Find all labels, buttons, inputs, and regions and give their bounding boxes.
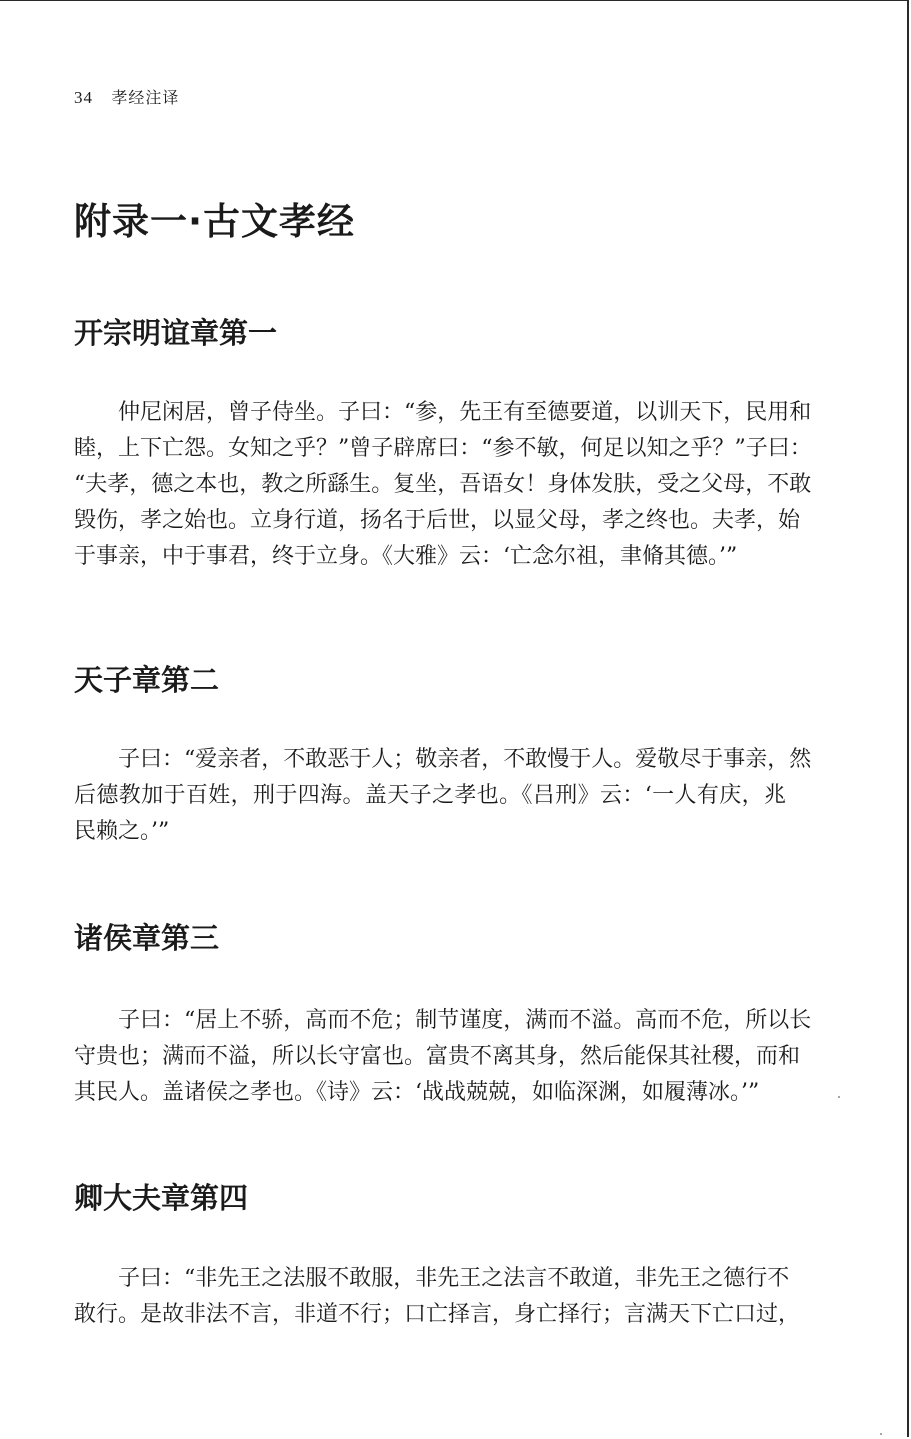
text-line: 睦，上下亡怨。女知之乎？”曾子辟席曰：“参不敏，何足以知之乎？”子曰： xyxy=(74,436,812,461)
book-title: 孝经注译 xyxy=(111,88,180,107)
text-line: 守贵也；满而不溢，所以长守富也。富贵不离其身，然后能保其社稷，而和 xyxy=(74,1044,801,1069)
chapter-heading-1: 开宗明谊章第一 xyxy=(74,316,278,350)
chapter-text-4 xyxy=(74,1261,801,1333)
text-line: 子曰：“居上不骄，高而不危；制节谨度，满而不溢。高而不危，所以长 xyxy=(118,1008,812,1033)
text-line: 子曰：“爱亲者，不敢恶于人；敬亲者，不敢慢于人。爱敬尽于事亲，然 xyxy=(118,747,812,772)
text-line: 仲尼闲居，曾子侍坐。子曰：“参，先王有至德要道，以训天下，民用和 xyxy=(118,400,812,425)
text-line: 毁伤，孝之始也。立身行道，扬名于后世，以显父母，孝之终也。夫孝，始 xyxy=(74,508,801,533)
scan-speck xyxy=(880,1433,882,1435)
text-line: “夫孝，德之本也，教之所繇生。复坐，吾语女！身体发肤，受之父母，不敢 xyxy=(74,472,812,497)
text-line: 后德教加于百姓，刑于四海。盖天子之孝也。《吕刑》云：‘一人有庆，兆 xyxy=(74,783,786,808)
page-number: 34 xyxy=(74,88,93,107)
chapter-text-3 xyxy=(74,1003,812,1111)
chapter-text-1 xyxy=(74,395,812,575)
chapter-heading-3: 诸侯章第三 xyxy=(74,921,220,955)
appendix-title: 附录一·古文孝经 xyxy=(74,200,356,243)
text-line: 于事亲，中于事君，终于立身。《大雅》云：‘亡念尔祖，聿脩其德。’” xyxy=(74,544,738,569)
scan-speck xyxy=(838,1096,840,1098)
text-line: 民赖之。’” xyxy=(74,819,170,844)
chapter-text-2 xyxy=(74,742,812,850)
chapter-heading-4: 卿大夫章第四 xyxy=(74,1181,249,1215)
text-line: 其民人。盖诸侯之孝也。《诗》云：‘战战兢兢，如临深渊，如履薄冰。’” xyxy=(74,1080,760,1105)
text-line: 子曰：“非先王之法服不敢服，非先王之法言不敢道，非先王之德行不 xyxy=(118,1266,790,1291)
chapter-heading-2: 天子章第二 xyxy=(74,663,220,697)
text-line: 敢行。是故非法不言，非道不行；口亡择言，身亡择行；言满天下亡口过， xyxy=(74,1302,801,1327)
running-head xyxy=(74,85,179,108)
